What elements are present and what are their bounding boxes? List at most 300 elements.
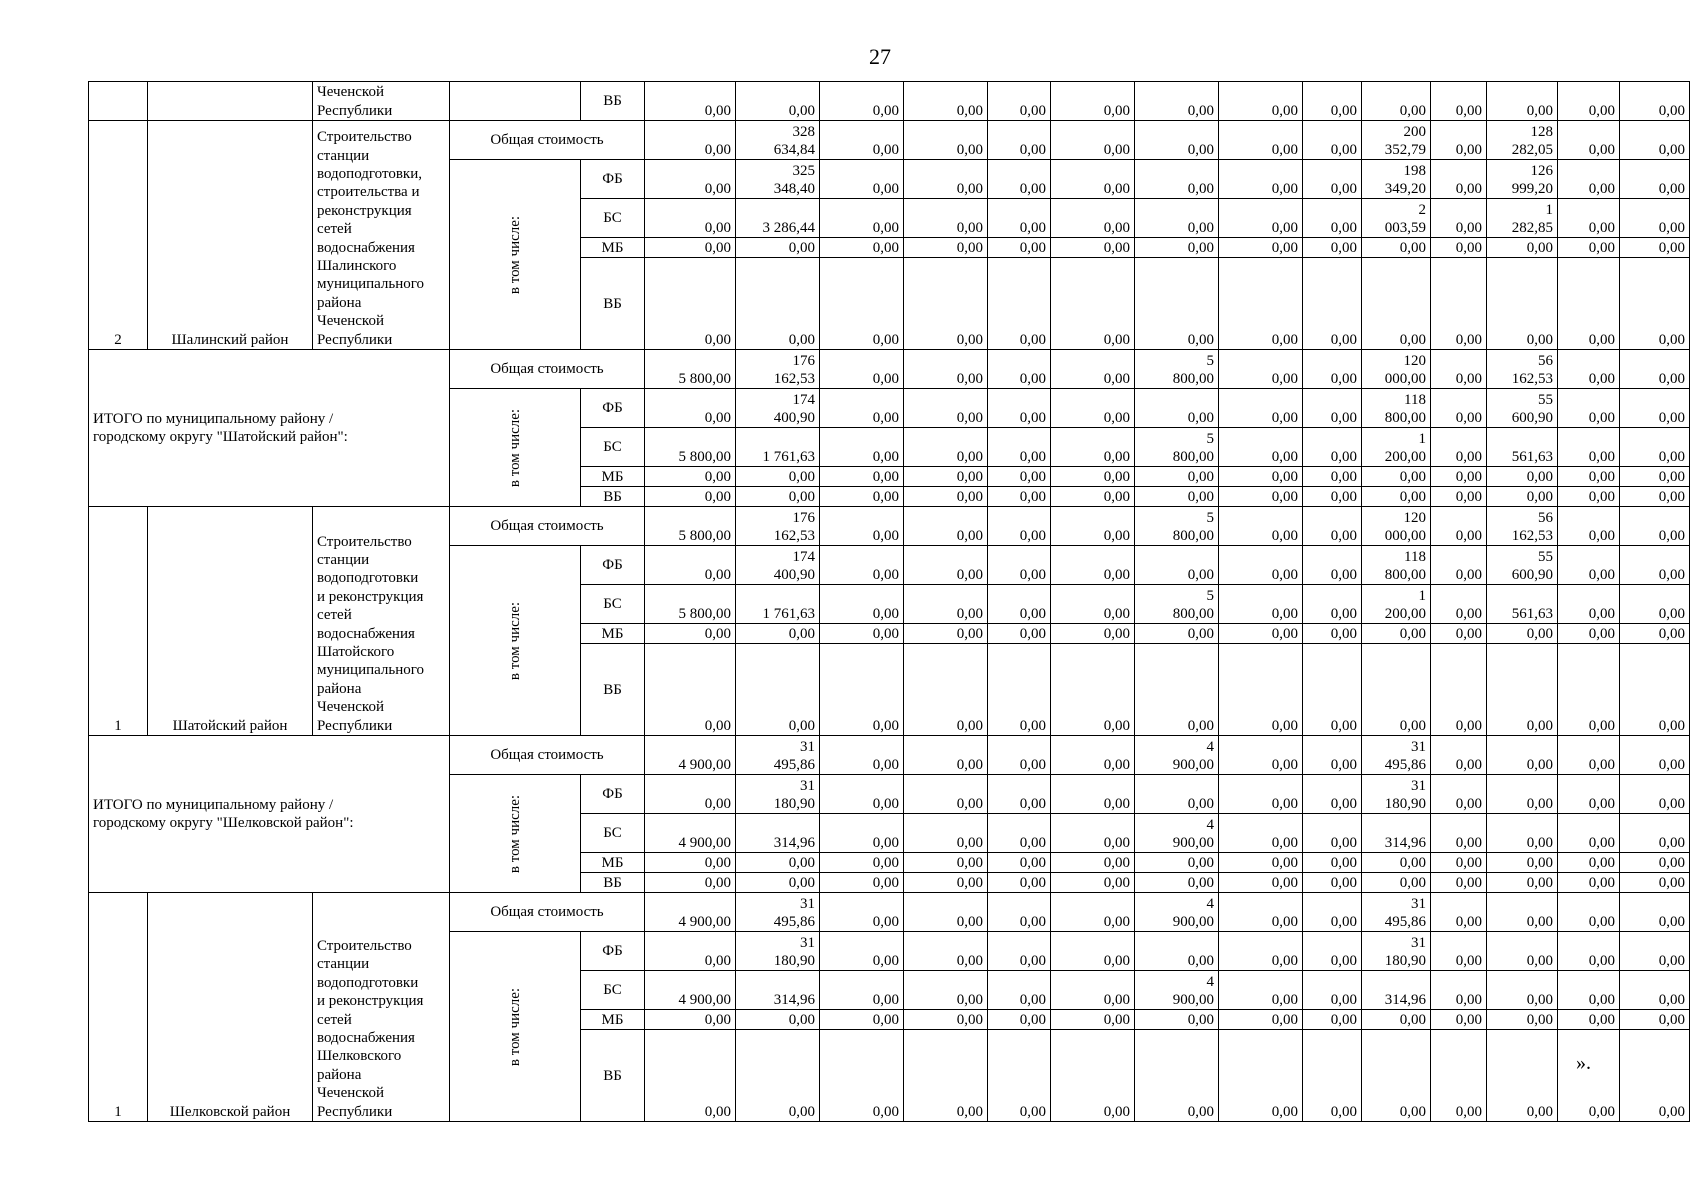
value-cell: 0,00 <box>1487 853 1558 873</box>
value-cell: 0,00 <box>1558 467 1620 487</box>
value-cell: 0,00 <box>988 585 1051 624</box>
value-cell: 0,00 <box>1219 160 1303 199</box>
value-cell: 0,00 <box>1051 82 1135 121</box>
value-cell: 0,00 <box>736 1030 820 1122</box>
value-cell: 31 495,86 <box>1362 893 1431 932</box>
value-cell: 0,00 <box>645 160 736 199</box>
table-body <box>89 82 1690 1122</box>
value-cell: 0,00 <box>904 467 988 487</box>
value-cell: 0,00 <box>1303 624 1362 644</box>
value-cell: 0,00 <box>988 467 1051 487</box>
value-cell: 0,00 <box>1219 546 1303 585</box>
value-cell: 0,00 <box>988 121 1051 160</box>
value-cell: 0,00 <box>645 199 736 238</box>
value-cell: 0,00 <box>1051 467 1135 487</box>
value-cell: 0,00 <box>988 546 1051 585</box>
page-number: 27 <box>869 44 891 69</box>
value-cell: 0,00 <box>1219 932 1303 971</box>
value-cell: 0,00 <box>1303 853 1362 873</box>
value-cell: 0,00 <box>1303 160 1362 199</box>
value-cell: 0,00 <box>1487 814 1558 853</box>
value-cell: 0,00 <box>1558 428 1620 467</box>
project-description: Строительство станции водоподготовки и реконструкция сетей водоснабжения Шелковского района Чеченской Республики <box>313 893 450 1122</box>
value-cell: 5 800,00 <box>645 507 736 546</box>
value-cell: 0,00 <box>1431 428 1487 467</box>
value-cell: 120 000,00 <box>1362 507 1431 546</box>
value-cell: 0,00 <box>1620 736 1690 775</box>
value-cell: 0,00 <box>1558 121 1620 160</box>
value-cell: 0,00 <box>1558 389 1620 428</box>
value-cell: 0,00 <box>904 1030 988 1122</box>
value-cell: 0,00 <box>1219 258 1303 350</box>
value-cell: 4 900,00 <box>1135 971 1219 1010</box>
including-label <box>450 546 581 736</box>
table-row <box>89 350 1690 389</box>
including-label <box>450 932 581 1122</box>
value-cell: 0,00 <box>645 775 736 814</box>
value-cell: 0,00 <box>1620 121 1690 160</box>
value-cell: 0,00 <box>1051 258 1135 350</box>
value-cell: 0,00 <box>1219 467 1303 487</box>
value-cell: 0,00 <box>1303 487 1362 507</box>
value-cell: 4 900,00 <box>1135 893 1219 932</box>
value-cell: 0,00 <box>1431 389 1487 428</box>
value-cell: 0,00 <box>645 624 736 644</box>
value-cell: 0,00 <box>1620 775 1690 814</box>
value-cell: 0,00 <box>736 467 820 487</box>
value-cell: 0,00 <box>1620 487 1690 507</box>
value-cell: 0,00 <box>1219 82 1303 121</box>
value-cell: 0,00 <box>1135 258 1219 350</box>
value-cell: 0,00 <box>820 350 904 389</box>
value-cell: 0,00 <box>988 487 1051 507</box>
value-cell: 0,00 <box>1051 971 1135 1010</box>
value-cell: 0,00 <box>1431 121 1487 160</box>
value-cell: 0,00 <box>1431 814 1487 853</box>
value-cell: 0,00 <box>1219 238 1303 258</box>
value-cell: 0,00 <box>1135 121 1219 160</box>
value-cell: 0,00 <box>1431 487 1487 507</box>
closing-mark: ». <box>1576 1052 1591 1074</box>
value-cell: 0,00 <box>645 389 736 428</box>
value-cell: 0,00 <box>1051 389 1135 428</box>
value-cell: 31 495,86 <box>1362 736 1431 775</box>
value-cell: 0,00 <box>645 487 736 507</box>
value-cell: 0,00 <box>1219 853 1303 873</box>
value-cell: 0,00 <box>1303 932 1362 971</box>
value-cell: 0,00 <box>820 160 904 199</box>
value-cell: 0,00 <box>1558 350 1620 389</box>
value-cell: 0,00 <box>1487 1010 1558 1030</box>
value-cell: 0,00 <box>904 644 988 736</box>
funding-code: ВБ <box>581 258 645 350</box>
value-cell: 0,00 <box>1620 644 1690 736</box>
value-cell: 0,00 <box>820 546 904 585</box>
value-cell: 3 286,44 <box>736 199 820 238</box>
value-cell: 0,00 <box>1431 467 1487 487</box>
value-cell: 0,00 <box>988 350 1051 389</box>
value-cell: 0,00 <box>1620 238 1690 258</box>
value-cell: 0,00 <box>1431 350 1487 389</box>
value-cell: 0,00 <box>988 644 1051 736</box>
value-cell: 0,00 <box>1303 736 1362 775</box>
value-cell: 0,00 <box>904 624 988 644</box>
value-cell: 0,00 <box>1051 624 1135 644</box>
value-cell: 0,00 <box>988 873 1051 893</box>
value-cell: 5 800,00 <box>645 428 736 467</box>
value-cell: 0,00 <box>1219 873 1303 893</box>
value-cell: 0,00 <box>1303 238 1362 258</box>
value-cell: 0,00 <box>1219 1010 1303 1030</box>
value-cell: 0,00 <box>1487 624 1558 644</box>
total-title: ИТОГО по муниципальному району / городскому округу "Шелковской район": <box>89 736 450 893</box>
value-cell: 0,00 <box>904 853 988 873</box>
value-cell: 0,00 <box>1362 1010 1431 1030</box>
value-cell: 0,00 <box>1558 487 1620 507</box>
value-cell: 0,00 <box>1431 775 1487 814</box>
value-cell: 0,00 <box>1558 736 1620 775</box>
value-cell: 314,96 <box>1362 814 1431 853</box>
value-cell: 0,00 <box>904 428 988 467</box>
value-cell: 0,00 <box>1135 1030 1219 1122</box>
value-cell: 4 900,00 <box>645 814 736 853</box>
value-cell: 0,00 <box>820 971 904 1010</box>
including-label <box>450 775 581 893</box>
value-cell: 0,00 <box>1362 873 1431 893</box>
value-cell: 0,00 <box>1620 467 1690 487</box>
value-cell: 0,00 <box>988 428 1051 467</box>
value-cell: 0,00 <box>1135 873 1219 893</box>
value-cell: 5 800,00 <box>1135 428 1219 467</box>
value-cell: 0,00 <box>820 775 904 814</box>
value-cell: 0,00 <box>1558 932 1620 971</box>
value-cell: 0,00 <box>1620 624 1690 644</box>
value-cell: 0,00 <box>904 507 988 546</box>
value-cell: 0,00 <box>1051 160 1135 199</box>
value-cell: 0,00 <box>1303 893 1362 932</box>
value-cell: 0,00 <box>1487 258 1558 350</box>
value-cell: 0,00 <box>1362 644 1431 736</box>
value-cell: 118 800,00 <box>1362 389 1431 428</box>
value-cell: 0,00 <box>1431 736 1487 775</box>
value-cell: 0,00 <box>1620 814 1690 853</box>
value-cell: 31 180,90 <box>736 932 820 971</box>
value-cell: 0,00 <box>820 644 904 736</box>
value-cell: 0,00 <box>904 932 988 971</box>
value-cell: 0,00 <box>1219 736 1303 775</box>
value-cell: 0,00 <box>1303 428 1362 467</box>
value-cell: 0,00 <box>1620 546 1690 585</box>
value-cell: 0,00 <box>904 1010 988 1030</box>
value-cell: 0,00 <box>820 121 904 160</box>
value-cell: 0,00 <box>820 624 904 644</box>
value-cell: 0,00 <box>1303 1010 1362 1030</box>
funding-code: ФБ <box>581 389 645 428</box>
value-cell: 0,00 <box>1620 1010 1690 1030</box>
value-cell: 325 348,40 <box>736 160 820 199</box>
value-cell: 0,00 <box>736 1010 820 1030</box>
value-cell: 0,00 <box>1051 932 1135 971</box>
value-cell: 0,00 <box>1051 121 1135 160</box>
funding-code: ФБ <box>581 546 645 585</box>
value-cell: 0,00 <box>1135 775 1219 814</box>
value-cell: 0,00 <box>904 775 988 814</box>
value-cell: 0,00 <box>736 624 820 644</box>
value-cell: 0,00 <box>1051 428 1135 467</box>
value-cell: 0,00 <box>1303 350 1362 389</box>
value-cell: 31 180,90 <box>736 775 820 814</box>
including-label-text: в том числе: <box>507 601 523 680</box>
value-cell: 0,00 <box>1135 932 1219 971</box>
value-cell: 0,00 <box>988 507 1051 546</box>
value-cell: 0,00 <box>1620 389 1690 428</box>
value-cell: 55 600,90 <box>1487 389 1558 428</box>
value-cell: 0,00 <box>904 487 988 507</box>
funding-code: БС <box>581 814 645 853</box>
value-cell: 0,00 <box>1558 585 1620 624</box>
row-number-cell <box>89 82 148 121</box>
value-cell: 0,00 <box>736 644 820 736</box>
row-number: 1 <box>89 507 148 736</box>
value-cell: 0,00 <box>1362 487 1431 507</box>
value-cell: 0,00 <box>1051 1030 1135 1122</box>
value-cell: 0,00 <box>1051 546 1135 585</box>
value-cell: 0,00 <box>645 258 736 350</box>
value-cell: 0,00 <box>736 487 820 507</box>
value-cell: 0,00 <box>1219 389 1303 428</box>
value-cell: 0,00 <box>1431 546 1487 585</box>
including-label-text: в том числе: <box>507 794 523 873</box>
value-cell: 0,00 <box>820 82 904 121</box>
table-row <box>89 893 1690 932</box>
funding-code: ВБ <box>581 82 645 121</box>
value-cell: 2 003,59 <box>1362 199 1431 238</box>
value-cell: 0,00 <box>1051 585 1135 624</box>
value-cell: 0,00 <box>1051 350 1135 389</box>
value-cell: 0,00 <box>1431 82 1487 121</box>
value-cell: 0,00 <box>1558 258 1620 350</box>
funding-code: ФБ <box>581 775 645 814</box>
funding-code: ФБ <box>581 160 645 199</box>
value-cell: 314,96 <box>1362 971 1431 1010</box>
value-cell: 4 900,00 <box>645 971 736 1010</box>
total-cost-label: Общая стоимость <box>450 736 645 775</box>
value-cell: 5 800,00 <box>1135 507 1219 546</box>
value-cell: 0,00 <box>645 873 736 893</box>
value-cell: 0,00 <box>1431 644 1487 736</box>
value-cell: 0,00 <box>904 350 988 389</box>
value-cell: 0,00 <box>1620 873 1690 893</box>
value-cell: 0,00 <box>904 82 988 121</box>
value-cell: 126 999,20 <box>1487 160 1558 199</box>
value-cell: 0,00 <box>820 258 904 350</box>
including-label-text: в том числе: <box>507 215 523 294</box>
value-cell: 0,00 <box>1558 775 1620 814</box>
value-cell: 128 282,05 <box>1487 121 1558 160</box>
value-cell: 31 180,90 <box>1362 775 1431 814</box>
funding-code: МБ <box>581 853 645 873</box>
value-cell: 0,00 <box>1303 82 1362 121</box>
value-cell: 0,00 <box>1051 736 1135 775</box>
value-cell: 0,00 <box>988 82 1051 121</box>
value-cell: 0,00 <box>1303 585 1362 624</box>
value-cell: 1 761,63 <box>736 428 820 467</box>
value-cell: 0,00 <box>645 932 736 971</box>
value-cell: 0,00 <box>1051 873 1135 893</box>
project-description: Чеченской Республики <box>313 82 450 121</box>
table-row <box>89 121 1690 160</box>
value-cell: 0,00 <box>1620 853 1690 873</box>
value-cell: 0,00 <box>1620 258 1690 350</box>
value-cell: 0,00 <box>645 238 736 258</box>
value-cell: 0,00 <box>1487 775 1558 814</box>
value-cell: 176 162,53 <box>736 507 820 546</box>
value-cell: 0,00 <box>1051 775 1135 814</box>
value-cell: 0,00 <box>1135 199 1219 238</box>
value-cell: 0,00 <box>1051 644 1135 736</box>
value-cell: 0,00 <box>820 893 904 932</box>
value-cell: 0,00 <box>1219 350 1303 389</box>
funding-code: МБ <box>581 467 645 487</box>
value-cell: 0,00 <box>1219 121 1303 160</box>
value-cell: 0,00 <box>1362 467 1431 487</box>
district-name: Шалинский район <box>148 121 313 350</box>
value-cell: 0,00 <box>1558 624 1620 644</box>
value-cell: 0,00 <box>820 1030 904 1122</box>
table-row <box>89 82 1690 121</box>
value-cell: 0,00 <box>1487 932 1558 971</box>
value-cell: 0,00 <box>1303 199 1362 238</box>
value-cell: 0,00 <box>736 82 820 121</box>
total-title: ИТОГО по муниципальному району / городскому округу "Шатойский район": <box>89 350 450 507</box>
value-cell: 0,00 <box>1362 624 1431 644</box>
value-cell: 0,00 <box>1620 160 1690 199</box>
value-cell: 4 900,00 <box>645 893 736 932</box>
value-cell: 4 900,00 <box>1135 814 1219 853</box>
value-cell: 0,00 <box>1219 893 1303 932</box>
value-cell: 0,00 <box>1135 389 1219 428</box>
value-cell: 0,00 <box>645 853 736 873</box>
value-cell: 0,00 <box>1487 893 1558 932</box>
value-cell: 0,00 <box>1487 487 1558 507</box>
value-cell: 0,00 <box>1303 644 1362 736</box>
value-cell: 0,00 <box>1431 585 1487 624</box>
funding-code: МБ <box>581 624 645 644</box>
value-cell: 0,00 <box>1487 644 1558 736</box>
value-cell: 0,00 <box>1558 238 1620 258</box>
value-cell: 0,00 <box>1303 546 1362 585</box>
value-cell: 0,00 <box>1303 507 1362 546</box>
value-cell: 328 634,84 <box>736 121 820 160</box>
value-cell: 1 200,00 <box>1362 585 1431 624</box>
value-cell: 0,00 <box>1135 487 1219 507</box>
total-cost-label: Общая стоимость <box>450 893 645 932</box>
value-cell: 0,00 <box>1303 971 1362 1010</box>
value-cell: 0,00 <box>820 1010 904 1030</box>
value-cell: 56 162,53 <box>1487 350 1558 389</box>
value-cell: 0,00 <box>1431 1010 1487 1030</box>
funding-code: ВБ <box>581 873 645 893</box>
value-cell: 561,63 <box>1487 585 1558 624</box>
funding-code: БС <box>581 971 645 1010</box>
value-cell: 0,00 <box>645 644 736 736</box>
value-cell: 0,00 <box>988 893 1051 932</box>
value-cell: 0,00 <box>1558 893 1620 932</box>
value-cell: 31 495,86 <box>736 736 820 775</box>
value-cell: 0,00 <box>904 814 988 853</box>
value-cell: 0,00 <box>1558 814 1620 853</box>
value-cell: 0,00 <box>1558 546 1620 585</box>
budget-table <box>88 81 1690 1122</box>
row-number: 2 <box>89 121 148 350</box>
value-cell: 0,00 <box>1135 82 1219 121</box>
value-cell: 0,00 <box>1558 853 1620 873</box>
value-cell: 0,00 <box>988 624 1051 644</box>
value-cell: 0,00 <box>904 546 988 585</box>
value-cell: 0,00 <box>1487 736 1558 775</box>
value-cell: 0,00 <box>1431 853 1487 873</box>
value-cell: 0,00 <box>1219 775 1303 814</box>
value-cell: 0,00 <box>1431 624 1487 644</box>
value-cell: 0,00 <box>820 238 904 258</box>
value-cell: 5 800,00 <box>645 350 736 389</box>
value-cell: 174 400,90 <box>736 546 820 585</box>
value-cell: 120 000,00 <box>1362 350 1431 389</box>
district-cell <box>148 82 313 121</box>
value-cell: 0,00 <box>820 428 904 467</box>
value-cell: 0,00 <box>1135 238 1219 258</box>
value-cell: 0,00 <box>645 82 736 121</box>
value-cell: 0,00 <box>1558 1030 1620 1122</box>
value-cell: 198 349,20 <box>1362 160 1431 199</box>
value-cell: 0,00 <box>1620 932 1690 971</box>
value-cell: 31 495,86 <box>736 893 820 932</box>
value-cell: 0,00 <box>1219 644 1303 736</box>
value-cell: 0,00 <box>1051 1010 1135 1030</box>
value-cell: 0,00 <box>645 467 736 487</box>
value-cell: 0,00 <box>736 853 820 873</box>
funding-code: БС <box>581 199 645 238</box>
value-cell: 0,00 <box>1219 971 1303 1010</box>
value-cell: 0,00 <box>1431 238 1487 258</box>
value-cell: 0,00 <box>1362 82 1431 121</box>
value-cell: 0,00 <box>1303 467 1362 487</box>
value-cell: 0,00 <box>1362 258 1431 350</box>
value-cell: 0,00 <box>904 585 988 624</box>
funding-code: ФБ <box>581 932 645 971</box>
value-cell: 55 600,90 <box>1487 546 1558 585</box>
value-cell: 0,00 <box>988 814 1051 853</box>
value-cell: 1 200,00 <box>1362 428 1431 467</box>
value-cell: 0,00 <box>1487 971 1558 1010</box>
value-cell: 0,00 <box>1620 199 1690 238</box>
value-cell: 174 400,90 <box>736 389 820 428</box>
value-cell: 0,00 <box>1431 507 1487 546</box>
including-label-text: в том числе: <box>507 408 523 487</box>
value-cell: 0,00 <box>1219 624 1303 644</box>
value-cell: 5 800,00 <box>645 585 736 624</box>
value-cell: 0,00 <box>1362 238 1431 258</box>
row-number: 1 <box>89 893 148 1122</box>
value-cell: 0,00 <box>988 971 1051 1010</box>
table-row <box>89 507 1690 546</box>
value-cell: 0,00 <box>904 873 988 893</box>
value-cell: 0,00 <box>1303 258 1362 350</box>
including-label <box>450 389 581 507</box>
value-cell: 0,00 <box>736 258 820 350</box>
value-cell: 0,00 <box>1620 893 1690 932</box>
value-cell: 0,00 <box>988 1010 1051 1030</box>
